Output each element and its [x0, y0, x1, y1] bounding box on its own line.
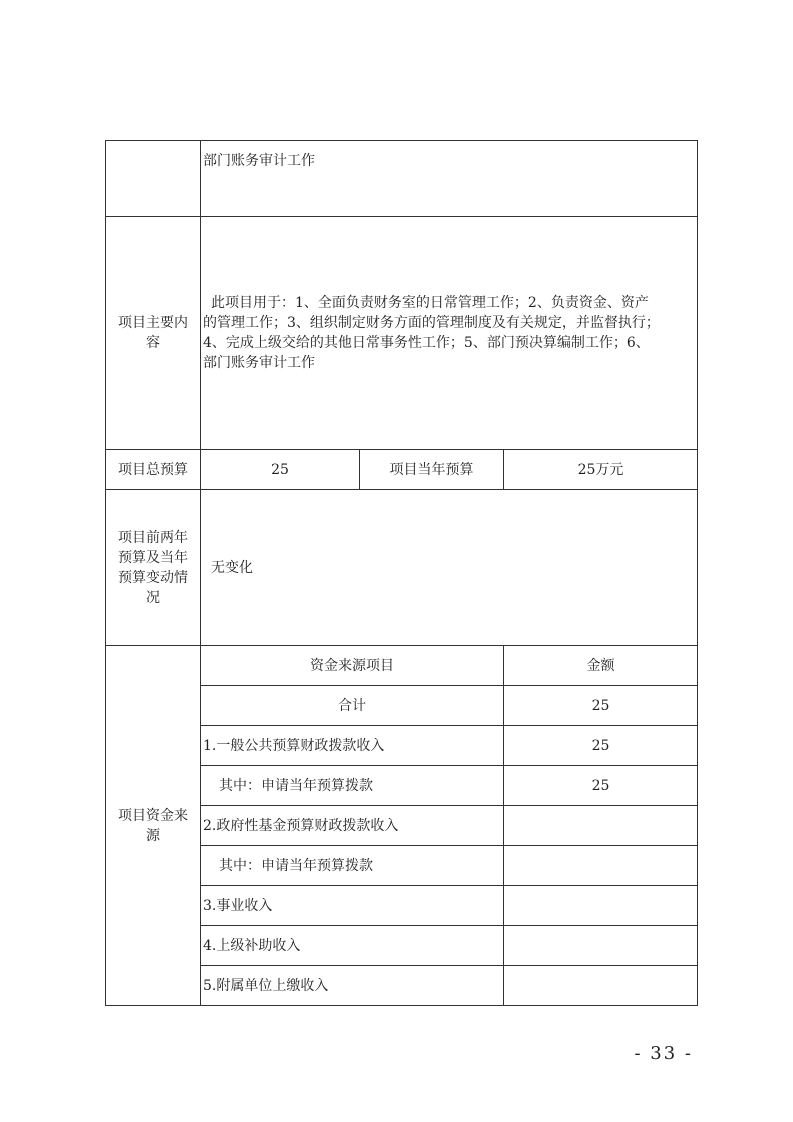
total-budget-value: 25: [201, 450, 360, 490]
funding-amount: 25: [504, 726, 698, 766]
funding-amount: 25: [504, 686, 698, 726]
label-line: 况: [146, 589, 160, 606]
funding-item: 4.上级补助收入: [201, 926, 504, 966]
funding-item: 2.政府性基金预算财政拨款收入: [201, 806, 504, 846]
funding-item: 其中：申请当年预算拨款: [201, 766, 504, 806]
funding-amount: 25: [504, 766, 698, 806]
current-budget-value: 25万元: [504, 450, 698, 490]
current-budget-label: 项目当年预算: [360, 450, 504, 490]
budget-change-row: [106, 490, 698, 646]
funding-amount: [504, 846, 698, 886]
label-line: 预算及当年: [118, 549, 188, 566]
funding-amount: [504, 886, 698, 926]
continued-text: 部门账务审计工作: [203, 153, 315, 169]
budget-change-label: [106, 490, 201, 646]
budget-row: [106, 450, 698, 490]
label-line: 项目资金来: [118, 807, 188, 824]
funding-item-header: 资金来源项目: [201, 646, 504, 686]
funding-amount: [504, 806, 698, 846]
funding-amount: [504, 966, 698, 1006]
project-content-text: [201, 217, 698, 450]
empty-label-cell: [106, 141, 201, 217]
label-line: 预算变动情: [118, 569, 188, 586]
label-line: 项目前两年: [118, 529, 188, 546]
funding-source-label: [106, 646, 201, 1006]
project-content-row: [106, 217, 698, 450]
content-line: 部门账务审计工作: [203, 355, 315, 371]
funding-item: 其中：申请当年预算拨款: [201, 846, 504, 886]
content-line: 的管理工作；3、组织制定财务方面的管理制度及有关规定，并监督执行；: [203, 315, 660, 331]
total-budget-label: 项目总预算: [106, 450, 201, 490]
funding-amount-header: 金额: [504, 646, 698, 686]
funding-item: 3.事业收入: [201, 886, 504, 926]
budget-change-text: 无变化: [201, 490, 698, 646]
label-line: 项目主要内: [118, 315, 188, 331]
continued-content-row: [106, 141, 698, 217]
page-number: - 33 -: [634, 1043, 693, 1064]
funding-amount: [504, 926, 698, 966]
funding-item: 合计: [201, 686, 504, 726]
content-line: 4、完成上级交给的其他日常事务性工作；5、部门预决算编制工作；6、: [203, 335, 650, 351]
label-line: 源: [146, 827, 160, 844]
label-line: 容: [146, 335, 160, 351]
funding-item: 1.一般公共预算财政拨款收入: [201, 726, 504, 766]
funding-item: 5.附属单位上缴收入: [201, 966, 504, 1006]
content-line: 此项目用于：1、全面负责财务室的日常管理工作；2、负责资金、资产: [211, 295, 649, 311]
project-content-label: [106, 217, 201, 450]
project-budget-table: [105, 140, 698, 1006]
funding-header-row: [106, 646, 698, 686]
continued-content-cell: [201, 141, 698, 217]
